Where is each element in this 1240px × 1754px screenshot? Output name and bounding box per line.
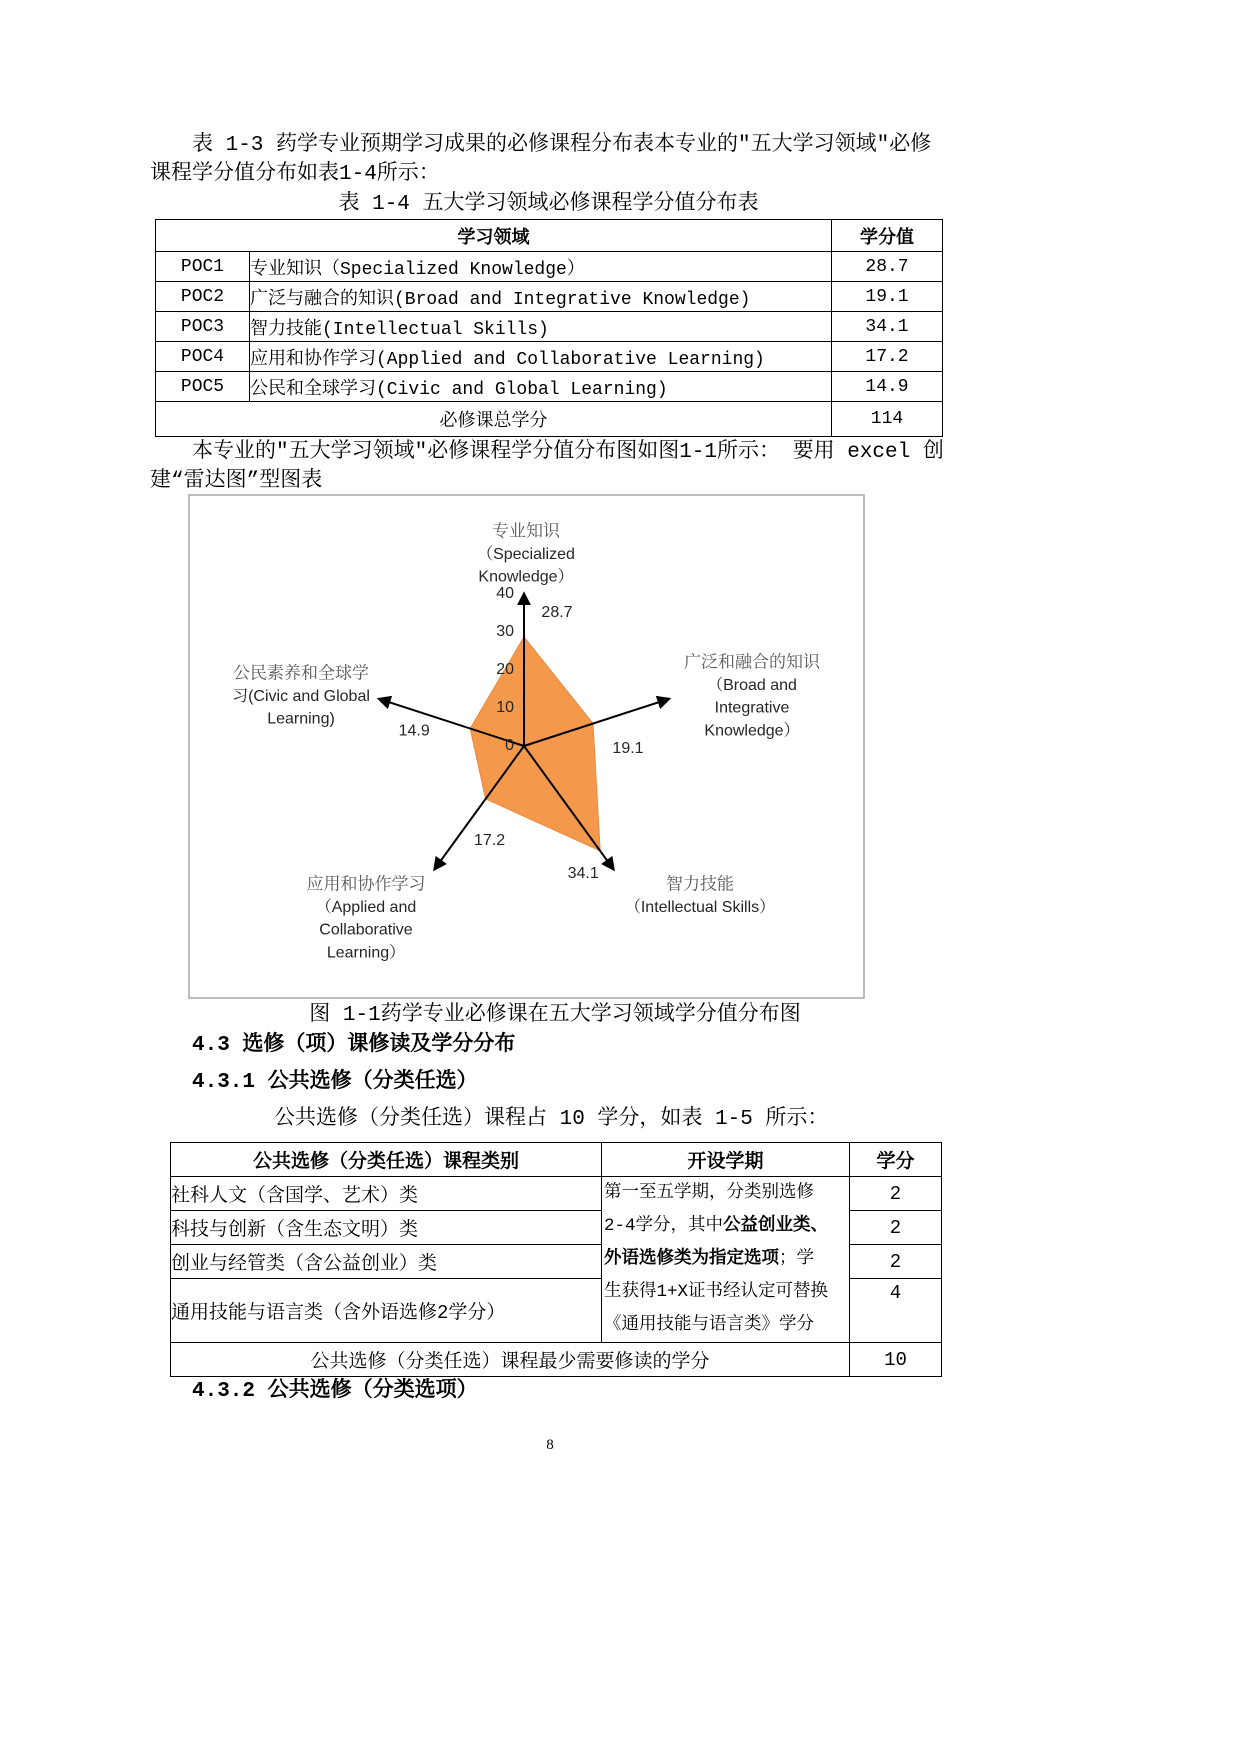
credit-value: 2 bbox=[850, 1177, 942, 1211]
table-total-row bbox=[156, 402, 943, 437]
term-note-emphasis: 公益创业类、 bbox=[723, 1216, 829, 1236]
poc-code: POC2 bbox=[156, 282, 250, 312]
term-note-line bbox=[604, 1210, 849, 1243]
header-credit-value: 学分值 bbox=[832, 220, 943, 252]
learning-domain: 应用和协作学习(Applied and Collaborative Learning) bbox=[250, 342, 832, 372]
subsection-heading: 4.3.2 公共选修（分类选项） bbox=[192, 1380, 478, 1403]
term-note-text: 《通用技能与语言类》学分 bbox=[604, 1315, 814, 1335]
term-note bbox=[602, 1177, 849, 1342]
paragraph-line: 公共选修（分类任选）课程占 10 学分，如表 1-5 所示： bbox=[274, 1108, 829, 1131]
category-label-4: Learning） bbox=[326, 944, 406, 962]
credit-value: 14.9 bbox=[832, 372, 943, 402]
table-header-row bbox=[171, 1143, 942, 1177]
credit-value: 4 bbox=[850, 1279, 942, 1343]
radial-tick-label: 40 bbox=[496, 585, 514, 603]
category-label-4: 应用和协作学习 bbox=[306, 874, 426, 895]
poc-code: POC1 bbox=[156, 252, 250, 282]
radial-tick-label: 10 bbox=[496, 699, 514, 717]
data-label-4: 17.2 bbox=[474, 832, 506, 850]
total-credits: 10 bbox=[850, 1343, 942, 1377]
category-label-2: Knowledge） bbox=[704, 722, 800, 740]
credit-value: 34.1 bbox=[832, 312, 943, 342]
poc-code: POC5 bbox=[156, 372, 250, 402]
table-row bbox=[156, 372, 943, 402]
category-label-2: 广泛和融合的知识 bbox=[684, 652, 820, 673]
learning-domain: 广泛与融合的知识(Broad and Integrative Knowledge) bbox=[250, 282, 832, 312]
poc-code: POC4 bbox=[156, 342, 250, 372]
learning-domain: 智力技能(Intellectual Skills) bbox=[250, 312, 832, 342]
poc-code: POC3 bbox=[156, 312, 250, 342]
table-header-row bbox=[156, 220, 943, 252]
term-note-text: 2-4学分，其中 bbox=[604, 1216, 724, 1236]
category-label-2: Integrative bbox=[714, 699, 790, 717]
course-category: 创业与经管类（含公益创业）类 bbox=[171, 1245, 602, 1279]
radial-tick-label: 30 bbox=[496, 623, 514, 641]
subsection-heading: 4.3.1 公共选修（分类任选） bbox=[192, 1071, 478, 1094]
credit-value: 2 bbox=[850, 1245, 942, 1279]
credit-value: 2 bbox=[850, 1211, 942, 1245]
term-note-line bbox=[604, 1177, 849, 1210]
table-row bbox=[156, 312, 943, 342]
table-caption: 表 1-4 五大学习领域必修课程学分值分布表 bbox=[338, 193, 759, 216]
total-label: 公共选修（分类任选）课程最少需要修读的学分 bbox=[171, 1343, 850, 1377]
category-label-4: （Applied and bbox=[315, 898, 417, 916]
term-note-emphasis: 外语选修类为指定选项 bbox=[604, 1249, 779, 1269]
public-elective-table bbox=[170, 1142, 942, 1377]
learning-domain: 专业知识（Specialized Knowledge） bbox=[250, 252, 832, 282]
term-note-line bbox=[604, 1243, 849, 1276]
radar-chart-svg bbox=[188, 494, 865, 999]
radar-chart bbox=[188, 494, 865, 999]
term-note-line bbox=[604, 1309, 849, 1342]
data-label-1: 28.7 bbox=[541, 604, 573, 622]
table-row bbox=[171, 1177, 942, 1211]
credit-value: 28.7 bbox=[832, 252, 943, 282]
data-label-5: 14.9 bbox=[398, 722, 430, 740]
page-number: 8 bbox=[546, 1437, 554, 1453]
category-label-1: Knowledge） bbox=[478, 568, 574, 586]
category-label-5: Learning) bbox=[267, 710, 335, 728]
data-label-3: 34.1 bbox=[567, 865, 599, 883]
header-learning-domain: 学习领域 bbox=[156, 220, 832, 252]
credit-value: 17.2 bbox=[832, 342, 943, 372]
category-label-4: Collaborative bbox=[319, 921, 413, 939]
category-label-1: 专业知识 bbox=[492, 521, 560, 542]
paragraph-line: 建“雷达图”型图表 bbox=[150, 470, 323, 493]
category-label-5: 公民素养和全球学 bbox=[233, 663, 369, 684]
course-category: 通用技能与语言类（含外语选修2学分） bbox=[171, 1279, 602, 1343]
credit-distribution-table bbox=[155, 219, 943, 437]
learning-domain: 公民和全球学习(Civic and Global Learning) bbox=[250, 372, 832, 402]
figure-caption: 图 1-1药学专业必修课在五大学习领域学分值分布图 bbox=[309, 1004, 801, 1027]
total-label: 必修课总学分 bbox=[156, 402, 832, 437]
radial-tick-label: 0 bbox=[505, 737, 514, 755]
table-row bbox=[156, 282, 943, 312]
term-note-text: 第一至五学期，分类别选修 bbox=[604, 1183, 814, 1203]
category-label-5: 习(Civic and Global bbox=[232, 687, 370, 705]
paragraph-line: 表 1-3 药学专业预期学习成果的必修课程分布表本专业的"五大学习领域"必修 bbox=[192, 134, 932, 157]
category-label-3: （Intellectual Skills） bbox=[624, 898, 776, 916]
header-term: 开设学期 bbox=[602, 1143, 850, 1177]
paragraph-line: 课程学分值分布如表1-4所示： bbox=[150, 163, 440, 186]
paragraph-line: 本专业的"五大学习领域"必修课程学分值分布图如图1-1所示： 要用 excel 创 bbox=[192, 441, 944, 464]
table-row bbox=[156, 342, 943, 372]
data-label-2: 19.1 bbox=[612, 739, 644, 757]
term-note-line bbox=[604, 1276, 849, 1309]
course-category: 社科人文（含国学、艺术）类 bbox=[171, 1177, 602, 1211]
total-credits: 114 bbox=[832, 402, 943, 437]
table-row bbox=[156, 252, 943, 282]
term-note-text: ；学 bbox=[779, 1249, 814, 1269]
course-category: 科技与创新（含生态文明）类 bbox=[171, 1211, 602, 1245]
category-label-2: （Broad and bbox=[707, 676, 797, 694]
table-total-row bbox=[171, 1343, 942, 1377]
header-course-category: 公共选修（分类任选）课程类别 bbox=[171, 1143, 602, 1177]
term-note-text: 生获得1+X证书经认定可替换 bbox=[604, 1282, 829, 1302]
credit-value: 19.1 bbox=[832, 282, 943, 312]
header-credits: 学分 bbox=[850, 1143, 942, 1177]
category-label-1: （Specialized bbox=[477, 545, 575, 563]
radial-tick-label: 20 bbox=[496, 661, 514, 679]
term-note-cell bbox=[602, 1177, 850, 1343]
section-heading: 4.3 选修（项）课修读及学分分布 bbox=[192, 1034, 516, 1057]
category-label-3: 智力技能 bbox=[666, 874, 734, 895]
